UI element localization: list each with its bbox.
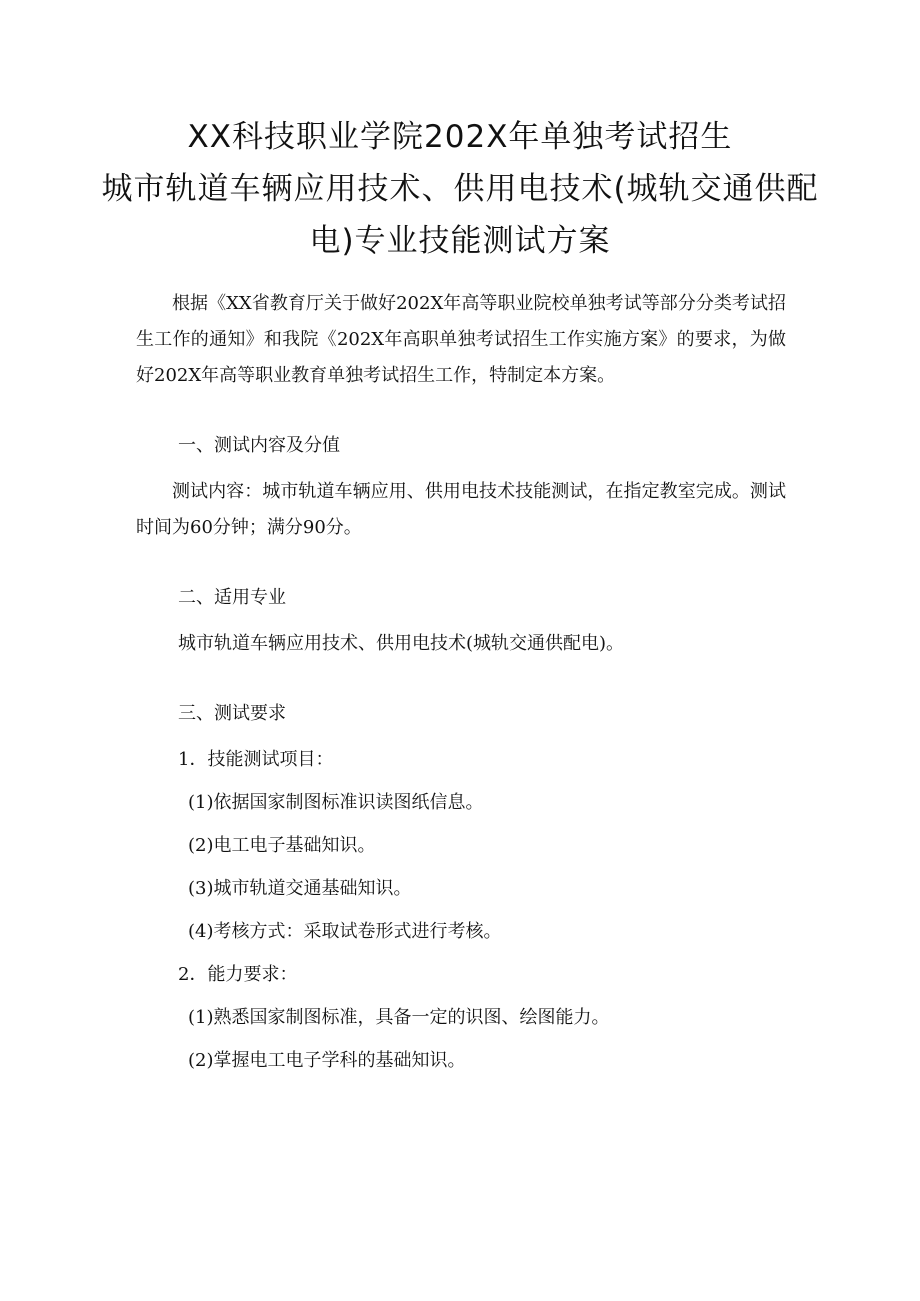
list-item: (3)城市轨道交通基础知识。 <box>188 878 412 899</box>
intro-paragraph: 根据《XX省教育厅关于做好202X年高等职业院校单独考试等部分分类考试招生工作的通知》和我院《202X年高职单独考试招生工作实施方案》的要求，为做好202X年高等职业教育单独考试招生工作，特制定本方案。 <box>136 293 786 386</box>
section-3-heading: 三、测试要求 <box>178 703 286 724</box>
list-item: (1)熟悉国家制图标准，具备一定的识图、绘图能力。 <box>188 1007 610 1028</box>
title-line-1: XX科技职业学院202X年单独考试招生 <box>187 119 733 155</box>
list-item: (1)依据国家制图标准识读图纸信息。 <box>188 792 484 813</box>
section-1-body: 测试内容：城市轨道车辆应用、供用电技术技能测试，在指定教室完成。测试时间为60分钟；满分90分。 <box>136 481 786 538</box>
section-2-body: 城市轨道车辆应用技术、供用电技术(城轨交通供配电)。 <box>178 633 625 654</box>
list-item: (2)电工电子基础知识。 <box>188 835 376 856</box>
list-item: (2)掌握电工电子学科的基础知识。 <box>188 1050 466 1071</box>
section-1-heading: 一、测试内容及分值 <box>178 435 340 456</box>
subsection-1-label: 1．技能测试项目： <box>178 749 334 770</box>
document-title <box>0 111 920 267</box>
section-2-heading: 二、适用专业 <box>178 587 286 608</box>
subsection-2-label: 2．能力要求： <box>178 964 298 985</box>
title-line-2: 城市轨道车辆应用技术、供用电技术(城轨交通供配 <box>101 171 819 207</box>
title-line-3: 电)专业技能测试方案 <box>309 223 611 259</box>
document-body <box>136 286 786 1079</box>
list-item: (4)考核方式：采取试卷形式进行考核。 <box>188 921 502 942</box>
